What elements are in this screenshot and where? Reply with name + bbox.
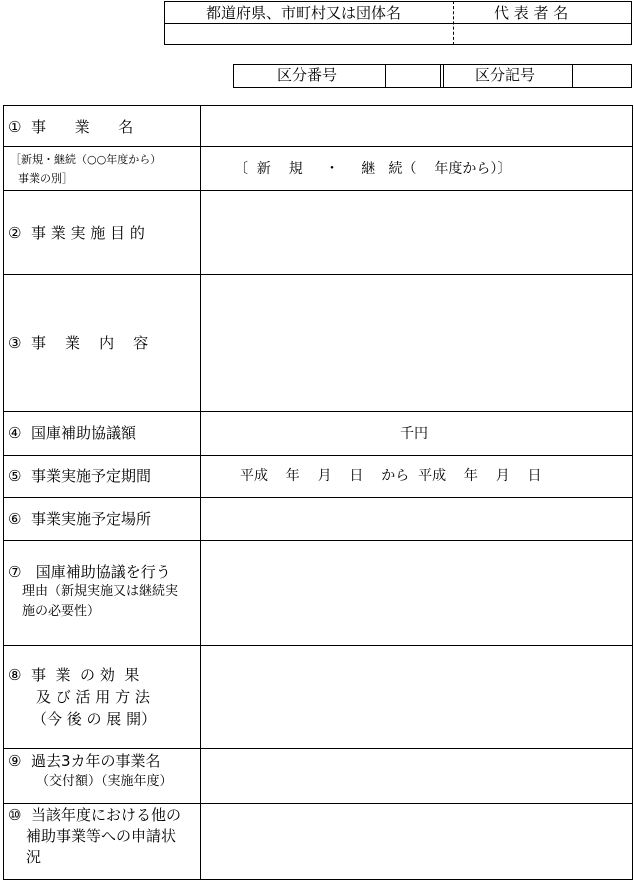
row7-label-line2: 理由（新規実施又は継続実 — [22, 584, 179, 599]
row1b-label-line2: 事業の別］ — [18, 172, 73, 185]
division-code-field[interactable] — [573, 65, 631, 87]
row8-label-line3: （今 後 の 展 開） — [32, 710, 157, 728]
row3-field[interactable] — [201, 275, 632, 411]
row9-field[interactable] — [201, 749, 632, 803]
division-code-label: 区分記号 — [475, 66, 536, 84]
row1b-value[interactable]: 〔 新 規 ・ 継 続（ 年度から）〕 — [234, 161, 512, 177]
row-divider — [3, 146, 633, 147]
row5-label: ⑤ 事業実施予定期間 — [8, 467, 151, 485]
row9-label-line2: （交付額）（実施年度） — [36, 774, 173, 789]
row9-label-line1: ⑨ 過去3カ年の事業名 — [8, 752, 161, 770]
row-divider — [3, 455, 633, 456]
org-name-label: 都道府県、市町村又は団体名 — [206, 4, 402, 22]
representative-field[interactable] — [454, 24, 631, 44]
row8-label-line2: 及 び 活 用 方 法 — [36, 688, 150, 706]
row2-field[interactable] — [201, 191, 632, 274]
row7-label-line3: 施の必要性） — [22, 604, 101, 619]
row8-field[interactable] — [201, 646, 632, 748]
row7-field[interactable] — [201, 541, 632, 645]
division-divider-2 — [440, 64, 441, 88]
row1-label: ① 事 業 名 — [8, 118, 134, 136]
row6-field[interactable] — [201, 498, 632, 540]
row3-label: ③ 事 業 内 容 — [8, 334, 149, 352]
row2-label: ② 事 業 実 施 目 的 — [8, 224, 145, 242]
row8-label-line1: ⑧ 事 業 の 効 果 — [8, 666, 140, 684]
row6-label: ⑥ 事業実施予定場所 — [8, 510, 151, 528]
row1b-label-line1: ［新規・継続（○○年度から） — [10, 153, 162, 166]
row-divider — [3, 411, 633, 412]
row1-field[interactable] — [201, 106, 632, 146]
row5-value[interactable]: 平成 年 月 日 から 平成 年 月 日 — [240, 468, 542, 484]
row10-label-line3: 況 — [26, 848, 42, 866]
row10-label-line2: 補助事業等への申請状 — [26, 827, 177, 845]
row4-label: ④ 国庫補助協議額 — [8, 424, 136, 442]
division-number-field[interactable] — [386, 65, 440, 87]
representative-label: 代 表 者 名 — [494, 4, 569, 22]
row4-value-unit: 千円 — [400, 426, 428, 442]
row7-label-line1: ⑦ 国庫補助協議を行う — [8, 563, 171, 581]
division-number-label: 区分番号 — [277, 66, 338, 84]
division-divider-3 — [443, 64, 444, 88]
row10-label-line1: ⑩ 当該年度における他の — [8, 806, 181, 824]
row10-field[interactable] — [201, 804, 632, 879]
org-name-field[interactable] — [165, 24, 452, 44]
